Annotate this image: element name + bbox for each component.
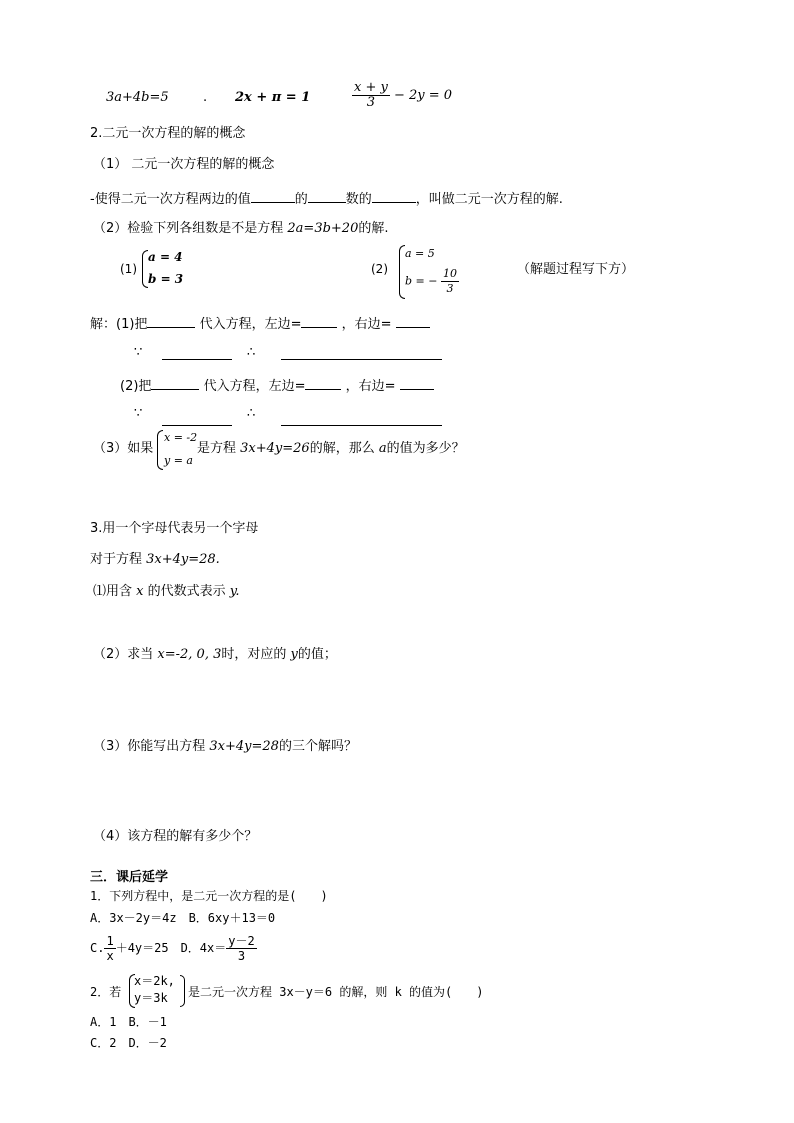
s2-sub2: [93, 221, 389, 237]
group-1-label: (1): [120, 262, 137, 276]
option-c-prefix: C.: [90, 941, 105, 955]
problem-1-options-cd: [90, 934, 257, 963]
sub3-variable: a: [378, 441, 387, 456]
note-text: （解题过程写下方）: [517, 262, 635, 277]
sub3-line-2: y = a: [164, 454, 193, 467]
q2-text-a: （2）求当: [93, 647, 158, 662]
section-3-heading: 3.用一个字母代表另一个字母: [90, 521, 259, 536]
therefore-blank-1[interactable]: [281, 359, 442, 360]
equation-3-numerator: x + y: [354, 80, 388, 95]
group-2-line-1: a = 5: [405, 247, 435, 260]
solution-1-line: [90, 314, 430, 333]
q1-var-y: y.: [229, 584, 240, 599]
q2-text-b: 时，对应的: [221, 647, 291, 662]
problem-1-options-ab: A．3x－2y＝4z B．6xy＋13＝0: [90, 911, 276, 925]
option-d-denominator: 3: [237, 949, 246, 963]
equation-3-fraction: [352, 81, 390, 110]
q3-equation: 3x+4y=28: [209, 739, 279, 754]
sol1-text-c: ，右边=: [341, 317, 392, 332]
def-part-b: 的: [294, 192, 308, 207]
group-2-numerator: 10: [442, 267, 457, 280]
equation-3-denominator: 3: [366, 95, 376, 110]
def-part-a: -使得二元一次方程两边的值: [90, 192, 251, 207]
option-c-fraction: [104, 934, 115, 963]
sub3-text-b: 是方程: [197, 441, 241, 456]
def-part-c: 数的: [345, 192, 372, 207]
sub3-text-a: （3）如果: [93, 441, 154, 456]
s3-q2: [93, 647, 337, 663]
option-d-numerator: y－2: [228, 934, 255, 948]
q3-text-a: （3）你能写出方程: [93, 739, 210, 754]
q1-var-x: x: [136, 584, 144, 599]
problem-2-text-a: 2．若: [90, 985, 122, 999]
s3-intro: [90, 552, 220, 568]
sub3-equation: 3x+4y=26: [240, 441, 310, 456]
sol1-blank-right[interactable]: [396, 314, 430, 328]
option-c-numerator: 1: [106, 934, 114, 948]
problem-2-line-2: y＝3k: [134, 991, 168, 1005]
problem-2-options-cd: C．2 D．－2: [90, 1036, 167, 1050]
q2-text-c: 的值；: [297, 647, 337, 662]
sub3-line-1: x = -2: [164, 431, 198, 444]
s3-q3: [93, 739, 357, 755]
q3-text-b: 的三个解吗？: [278, 739, 357, 754]
s3-intro-equation: 3x+4y=28.: [146, 552, 220, 567]
sub3-text-d: 的值为多少？: [386, 441, 465, 456]
section-2-heading: 2.二元一次方程的解的概念: [90, 126, 246, 141]
group-1-line-1: a = 4: [148, 250, 183, 264]
group-2-denominator: 3: [446, 282, 454, 295]
equation-3: [352, 81, 452, 110]
group-2-line-2: [405, 267, 459, 296]
because-blank-2[interactable]: [162, 425, 232, 426]
sub2-equation: 2a=3b+20: [287, 221, 359, 236]
equation-2: 2x + π = 1: [235, 90, 311, 105]
sub2-text-b: 的解.: [358, 221, 389, 236]
blank-3[interactable]: [372, 189, 416, 203]
option-c-denominator: x: [106, 949, 114, 963]
sol1-text-a: 解：(1)把: [90, 317, 148, 332]
sol1-blank-substitute[interactable]: [147, 314, 195, 328]
therefore-symbol-2: ∴: [247, 406, 256, 421]
q1-text-a: ⑴用含: [93, 584, 137, 599]
problem-2-text-b: 是二元一次方程 3x－y＝6 的解，则 k 的值为( ): [188, 985, 484, 999]
therefore-symbol-1: ∴: [247, 345, 256, 360]
sol1-blank-left[interactable]: [301, 314, 337, 328]
q2-var-y: y: [290, 647, 298, 662]
problem-2-brace-right: [180, 975, 185, 1007]
blank-2[interactable]: [308, 189, 346, 203]
group-2-label: (2): [371, 262, 388, 276]
group-2-fraction: [441, 267, 459, 296]
group-1-line-2: b = 3: [148, 272, 184, 286]
s3-q4: （4）该方程的解有多少个？: [93, 829, 258, 844]
s3-q1: [93, 584, 240, 600]
section-4-heading: 三．课后延学: [90, 870, 169, 885]
sub2-text-a: （2）检验下列各组数是不是方程: [93, 221, 288, 236]
option-d-fraction: [226, 934, 256, 963]
sub3-brace: [157, 430, 163, 470]
equation-3-tail: − 2y = 0: [393, 88, 453, 103]
option-cd-middle: ＋4y＝25 D．4x＝: [115, 941, 227, 955]
def-part-d: ，叫做二元一次方程的解.: [415, 192, 563, 207]
therefore-blank-2[interactable]: [281, 425, 442, 426]
solution-2-line: [120, 376, 434, 395]
sol2-blank-substitute[interactable]: [151, 376, 199, 390]
dot-mark: .: [203, 90, 208, 105]
s2-definition: [90, 189, 563, 208]
s2-sub1: （1） 二元一次方程的解的概念: [93, 157, 275, 172]
sub3-question: [197, 441, 465, 457]
problem-2-options-ab: A．1 B．－1: [90, 1015, 167, 1029]
because-blank-1[interactable]: [162, 359, 232, 360]
blank-1[interactable]: [251, 189, 295, 203]
because-symbol-1: ∵: [134, 345, 143, 360]
sub3-text-c: 的解，那么: [309, 441, 379, 456]
problem-1: 1．下列方程中，是二元一次方程的是( ): [90, 889, 328, 903]
group-2-b-prefix: b = −: [405, 274, 438, 288]
sol2-blank-right[interactable]: [400, 376, 434, 390]
sol1-text-b: 代入方程，左边=: [199, 317, 302, 332]
equation-1: 3a+4b=5: [106, 90, 169, 105]
q2-values: x=-2, 0, 3: [157, 647, 222, 662]
problem-2-line-1: x＝2k,: [134, 974, 175, 988]
sol2-text-c: ，右边=: [345, 379, 396, 394]
sol2-blank-left[interactable]: [305, 376, 341, 390]
sol2-text-b: 代入方程，左边=: [203, 379, 306, 394]
q1-text-b: 的代数式表示: [143, 584, 230, 599]
because-symbol-2: ∵: [134, 406, 143, 421]
sol2-text-a: (2)把: [120, 379, 152, 394]
s3-intro-text: 对于方程: [90, 552, 147, 567]
